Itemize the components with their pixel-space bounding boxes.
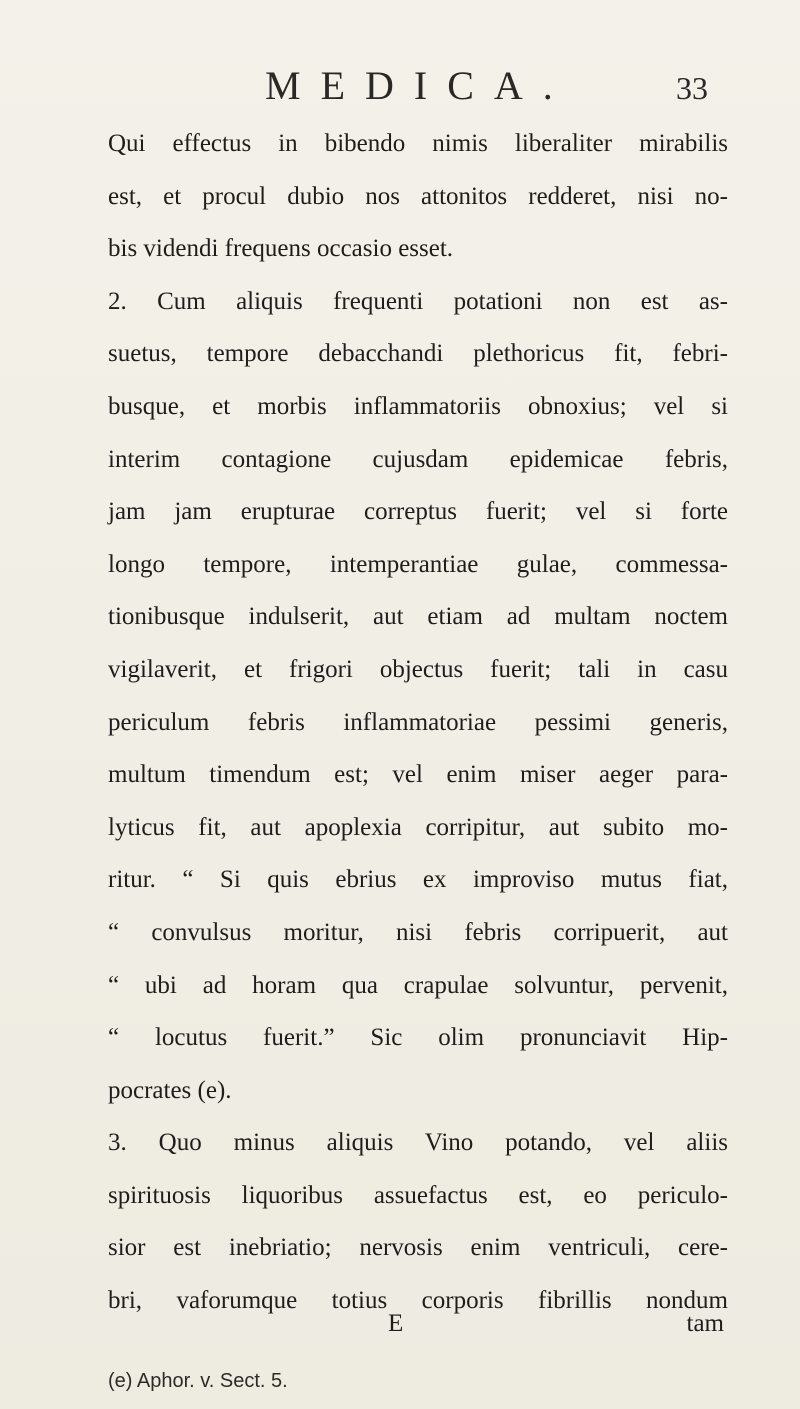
text-line: suetus, tempore debacchandi plethoricus fit, febri-	[108, 340, 728, 368]
text-line: lyticus fit, aut apoplexia corripitur, aut subito mo-	[108, 813, 728, 841]
catchword: tam	[686, 1310, 724, 1337]
text-line: bri, vaforumque totius corporis fibrillis nondum	[108, 1287, 728, 1315]
text-line: “ convulsus moritur, nisi febris corripuerit, aut	[108, 918, 728, 946]
signature-mark: E	[388, 1310, 404, 1337]
text-line: 3. Quo minus aliquis Vino potando, vel aliis	[108, 1129, 728, 1157]
text-line: est, et procul dubio nos attonitos redderet, nisi no-	[108, 182, 728, 210]
running-title: MEDICA.	[265, 63, 573, 108]
text-line: 2. Cum aliquis frequenti potationi non est as-	[108, 287, 728, 315]
text-line: spirituosis liquoribus assuefactus est, eo periculo-	[108, 1181, 728, 1209]
text-line: tionibusque indulserit, aut etiam ad multam noctem	[108, 603, 728, 631]
text-line: bis videndi frequens occasio esset.	[108, 235, 454, 263]
text-line: jam jam erupturae correptus fuerit; vel si forte	[108, 498, 728, 526]
footnote: (e) Aphor. v. Sect. 5.	[108, 1370, 288, 1392]
text-line: longo tempore, intemperantiae gulae, commessa-	[108, 550, 728, 578]
page-number: 33	[676, 70, 708, 106]
text-line: interim contagione cujusdam epidemicae febris,	[108, 445, 728, 473]
text-line: Qui effectus in bibendo nimis liberaliter mirabilis	[108, 130, 728, 157]
signature-row	[108, 1310, 728, 1350]
text-line: “ locutus fuerit.” Sic olim pronunciavit Hip-	[108, 1024, 728, 1052]
text-line: ritur. “ Si quis ebrius ex improviso mutus fiat,	[108, 866, 728, 894]
text-line: busque, et morbis inflammatoriis obnoxius; vel si	[108, 392, 728, 420]
text-line: vigilaverit, et frigori objectus fuerit; tali in casu	[108, 655, 728, 683]
text-line: multum timendum est; vel enim miser aeger para-	[108, 761, 728, 789]
text-line: periculum febris inflammatoriae pessimi generis,	[108, 708, 728, 736]
body-text	[108, 118, 728, 1328]
text-line: pocrates (e).	[108, 1076, 232, 1104]
text-line: “ ubi ad horam qua crapulae solvuntur, pervenit,	[108, 971, 728, 999]
text-line: sior est inebriatio; nervosis enim ventriculi, cere-	[108, 1234, 728, 1262]
